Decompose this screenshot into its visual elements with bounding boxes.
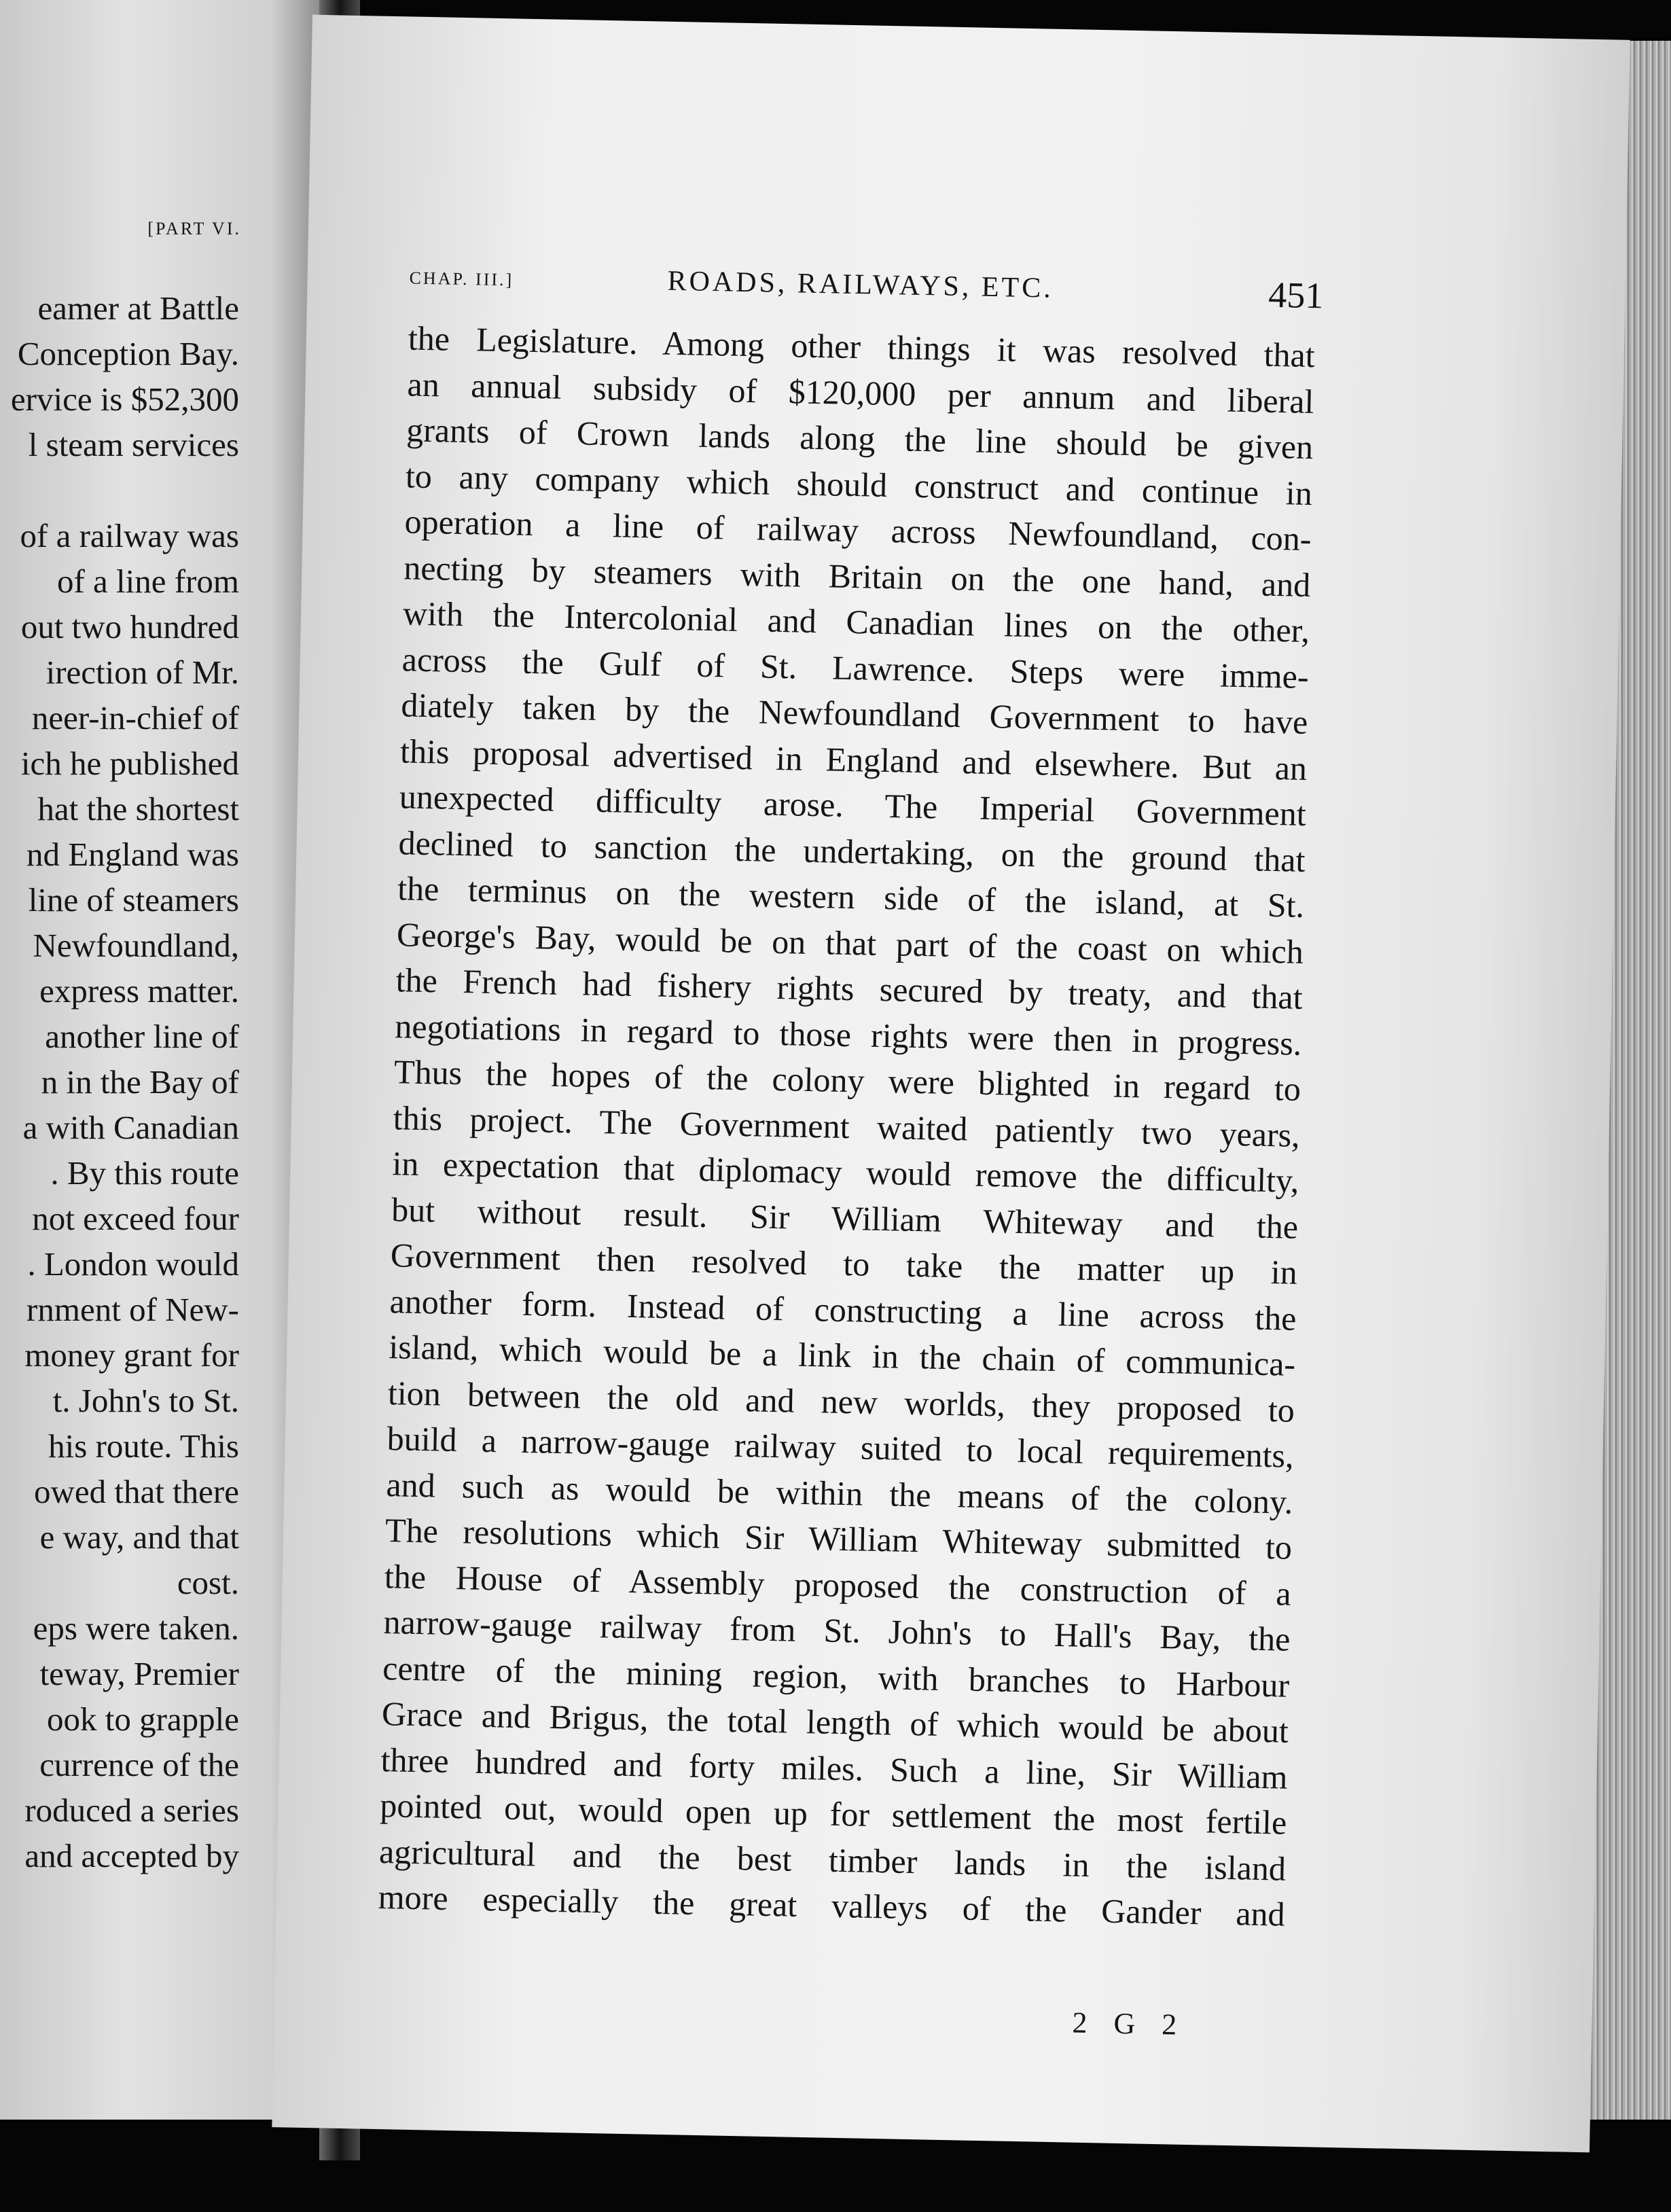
left-text-line: out two hundred: [20, 608, 239, 645]
running-title: ROADS, RAILWAYS, ETC.: [667, 265, 1054, 304]
text-line: the terminus on the western side of the island, at St.: [397, 869, 1305, 925]
text-line: island, which would be a link in the chain of communica-: [388, 1327, 1296, 1383]
text-line: another form. Instead of constructing a line across the: [389, 1281, 1297, 1338]
left-text-line: e way, and that: [39, 1518, 239, 1556]
left-text-line: irection of Mr.: [46, 654, 239, 691]
text-line: more especially the great valleys of the Gander and: [378, 1878, 1286, 1933]
text-line: to any company which should construct and continue in: [405, 456, 1313, 512]
text-line: George's Bay, would be on that part of the coast on which: [396, 914, 1304, 971]
text-line: necting by steamers with Britain on the one hand, and: [403, 548, 1311, 604]
text-line: Government then resolved to take the matter up in: [390, 1236, 1298, 1291]
left-text-line: [0, 467, 239, 513]
text-line: the House of Assembly proposed the construction of a: [384, 1556, 1292, 1613]
text-line: across the Gulf of St. Lawrence. Steps were imme-: [401, 639, 1310, 696]
left-text-line: t. John's to St.: [52, 1382, 239, 1419]
left-text-line: eamer at Battle: [37, 289, 239, 327]
left-text-line: and accepted by: [24, 1837, 239, 1874]
left-text-line: Conception Bay.: [17, 335, 239, 372]
left-page-text: [0, 285, 239, 1878]
text-line: unexpected difficulty arose. The Imperial Government: [399, 777, 1307, 833]
text-line: three hundred and forty miles. Such a line, Sir William: [380, 1740, 1289, 1796]
left-text-line: line of steamers: [28, 881, 239, 918]
left-text-line: hat the shortest: [37, 790, 239, 827]
left-text-line: neer-in-chief of: [31, 699, 239, 736]
left-text-line: Newfoundland,: [33, 927, 239, 964]
left-text-line: express matter.: [39, 972, 239, 1010]
left-text-line: . By this route: [50, 1154, 239, 1192]
body-text: [378, 315, 1315, 1938]
left-text-line: n in the Bay of: [41, 1063, 239, 1101]
left-text-line: nd England was: [26, 836, 239, 873]
text-line: negotiations in regard to those rights were then in progress.: [394, 1006, 1302, 1063]
left-page: [0, 0, 319, 2120]
text-line: and such as would be within the means of the colony.: [385, 1465, 1293, 1521]
page-number: 451: [1268, 274, 1324, 317]
left-text-line: money grant for: [24, 1336, 239, 1374]
text-line: the French had fishery rights secured by treaty, and that: [395, 961, 1304, 1016]
left-text-line: rnment of New-: [26, 1291, 239, 1328]
left-text-line: cost.: [177, 1564, 239, 1601]
chapter-label: CHAP. III.]: [409, 268, 514, 290]
left-text-line: l steam services: [28, 426, 239, 463]
text-line: pointed out, would open up for settlement the most fertile: [379, 1786, 1287, 1842]
text-line: build a narrow-gauge railway suited to local requirements,: [387, 1419, 1295, 1475]
text-line: the Legislature. Among other things it was resolved that: [408, 319, 1316, 375]
left-text-line: teway, Premier: [39, 1655, 239, 1692]
left-text-line: ook to grapple: [46, 1700, 239, 1738]
signature-mark: 2 G 2: [1072, 2005, 1187, 2041]
left-text-line: eps were taken.: [33, 1609, 239, 1647]
text-line: operation a line of railway across Newfoundland, con-: [404, 502, 1312, 558]
left-text-line: owed that there: [33, 1473, 239, 1510]
left-text-line: . London would: [27, 1245, 239, 1283]
text-line: The resolutions which Sir William Whiteway submitted to: [384, 1511, 1293, 1567]
left-text-line: ich he published: [20, 745, 239, 782]
left-text-line: of a line from: [56, 563, 239, 600]
text-line: narrow-gauge railway from St. John's to Hall's Bay, the: [383, 1603, 1291, 1658]
text-line: agricultural and the best timber lands in the island: [378, 1832, 1287, 1888]
text-line: declined to sanction the undertaking, on the ground that: [398, 823, 1306, 879]
right-page: [272, 15, 1630, 2153]
text-line: diately taken by the Newfoundland Government to have: [401, 685, 1308, 741]
text-line: centre of the mining region, with branches to Harbour: [382, 1648, 1290, 1705]
left-page-header: [PART VI.: [147, 219, 241, 238]
text-line: Thus the hopes of the colony were blighted in regard to: [393, 1052, 1301, 1108]
text-line: but without result. Sir William Whiteway and the: [391, 1190, 1299, 1246]
left-text-line: his route. This: [48, 1427, 239, 1465]
text-line: an annual subsidy of $120,000 per annum and liberal: [407, 364, 1314, 421]
text-line: with the Intercolonial and Canadian lines on the other,: [402, 594, 1310, 650]
left-text-line: currence of the: [39, 1746, 239, 1783]
left-text-line: ervice is $52,300: [10, 380, 239, 418]
text-line: tion between the old and new worlds, they proposed to: [387, 1373, 1295, 1429]
text-line: in expectation that diplomacy would remove the difficulty,: [392, 1144, 1299, 1200]
text-line: grants of Crown lands along the line should be given: [406, 410, 1314, 467]
left-text-line: roduced a series: [24, 1791, 239, 1829]
left-text-line: not exceed four: [32, 1200, 239, 1237]
left-text-line: a with Canadian: [22, 1109, 239, 1146]
left-text-line: of a railway was: [20, 517, 239, 554]
text-line: this proposal advertised in England and elsewhere. But an: [399, 731, 1308, 787]
text-line: this project. The Government waited patiently two years,: [393, 1098, 1301, 1154]
left-text-line: another line of: [45, 1018, 239, 1055]
text-line: Grace and Brigus, the total length of which would be about: [381, 1694, 1289, 1750]
